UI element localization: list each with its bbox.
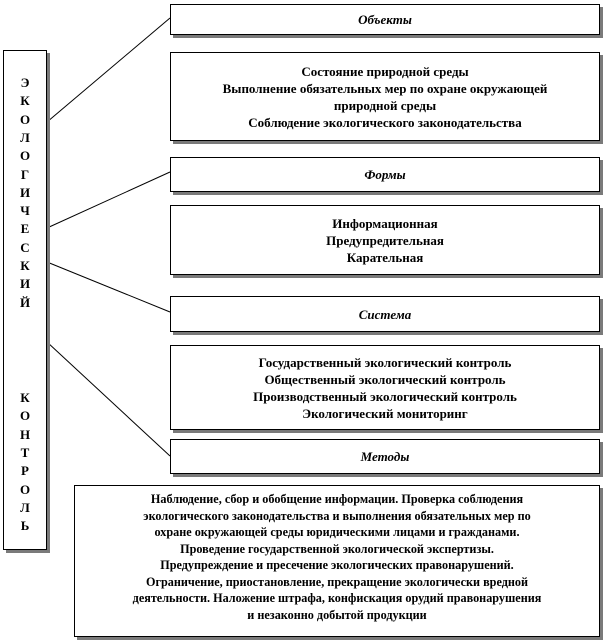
objects-header: [170, 4, 600, 35]
label-letter: Ч: [20, 203, 30, 219]
label-letter: О: [19, 481, 31, 497]
ecological-control-label: [3, 50, 47, 550]
label-letter: К: [20, 390, 30, 405]
label-letter: Л: [20, 129, 30, 145]
system-item: Общественный экологический контроль: [264, 371, 506, 387]
label-letter: Н: [19, 426, 31, 442]
label-letter: Э: [20, 75, 30, 90]
methods-line: Ограничение, приостановление, прекращение экологически вредной: [145, 574, 529, 589]
label-letter: Е: [20, 221, 30, 237]
methods-header: [170, 439, 600, 474]
objects-list: [170, 52, 600, 141]
system-item: Государственный экологический контроль: [258, 354, 512, 370]
methods-list: [74, 485, 600, 637]
system-header: [170, 296, 600, 332]
methods-line: Наблюдение, сбор и обобщение информации. Проверка соблюдения: [150, 492, 524, 506]
forms-list: [170, 205, 600, 275]
forms-item: Информационная: [332, 215, 438, 231]
label-letter: Г: [20, 166, 30, 182]
forms-header: [170, 157, 600, 192]
methods-line: Предупреждение и пресечение экологических правонарушений.: [160, 558, 514, 572]
system-item: Экологический мониторинг: [302, 405, 468, 421]
label-letter: И: [19, 184, 31, 200]
label-letter: Л: [20, 499, 30, 515]
label-letter: О: [19, 111, 31, 127]
objects-item: Соблюдение экологического законодательства: [248, 114, 522, 130]
forms-item: Карательная: [346, 249, 424, 265]
label-letter: К: [20, 258, 30, 273]
methods-header-text: Методы: [360, 449, 410, 464]
label-letter: К: [20, 93, 30, 109]
objects-header-text: Объекты: [358, 12, 412, 27]
label-letter: О: [19, 408, 31, 424]
label-letter: Й: [19, 294, 31, 310]
objects-item: природной среды: [333, 97, 437, 113]
forms-header-text: Формы: [364, 167, 406, 182]
system-list: [170, 345, 600, 430]
methods-line: и незаконно добытой продукции: [247, 607, 427, 622]
label-letter: О: [19, 148, 31, 164]
label-letter: С: [20, 239, 30, 255]
label-letter: Р: [21, 463, 29, 479]
objects-item: Выполнение обязательных мер по охране окружающей: [222, 80, 548, 96]
label-letter: Т: [20, 444, 30, 460]
forms-item: Предупредительная: [326, 232, 444, 248]
methods-line: охране окружающей среды юридическими лицами и гражданами.: [154, 525, 520, 539]
system-header-text: Система: [358, 306, 412, 322]
system-item: Производственный экологический контроль: [253, 388, 517, 404]
label-letter: И: [19, 276, 31, 292]
objects-item: Состояние природной среды: [301, 63, 469, 79]
methods-line: деятельности. Наложение штрафа, конфискация орудий правонарушения: [132, 591, 542, 605]
methods-line: Проведение государственной экологической экспертизы.: [180, 541, 494, 556]
methods-line: экологического законодательства и выполнения обязательных мер по: [143, 508, 531, 523]
label-letter: Ь: [20, 518, 30, 534]
